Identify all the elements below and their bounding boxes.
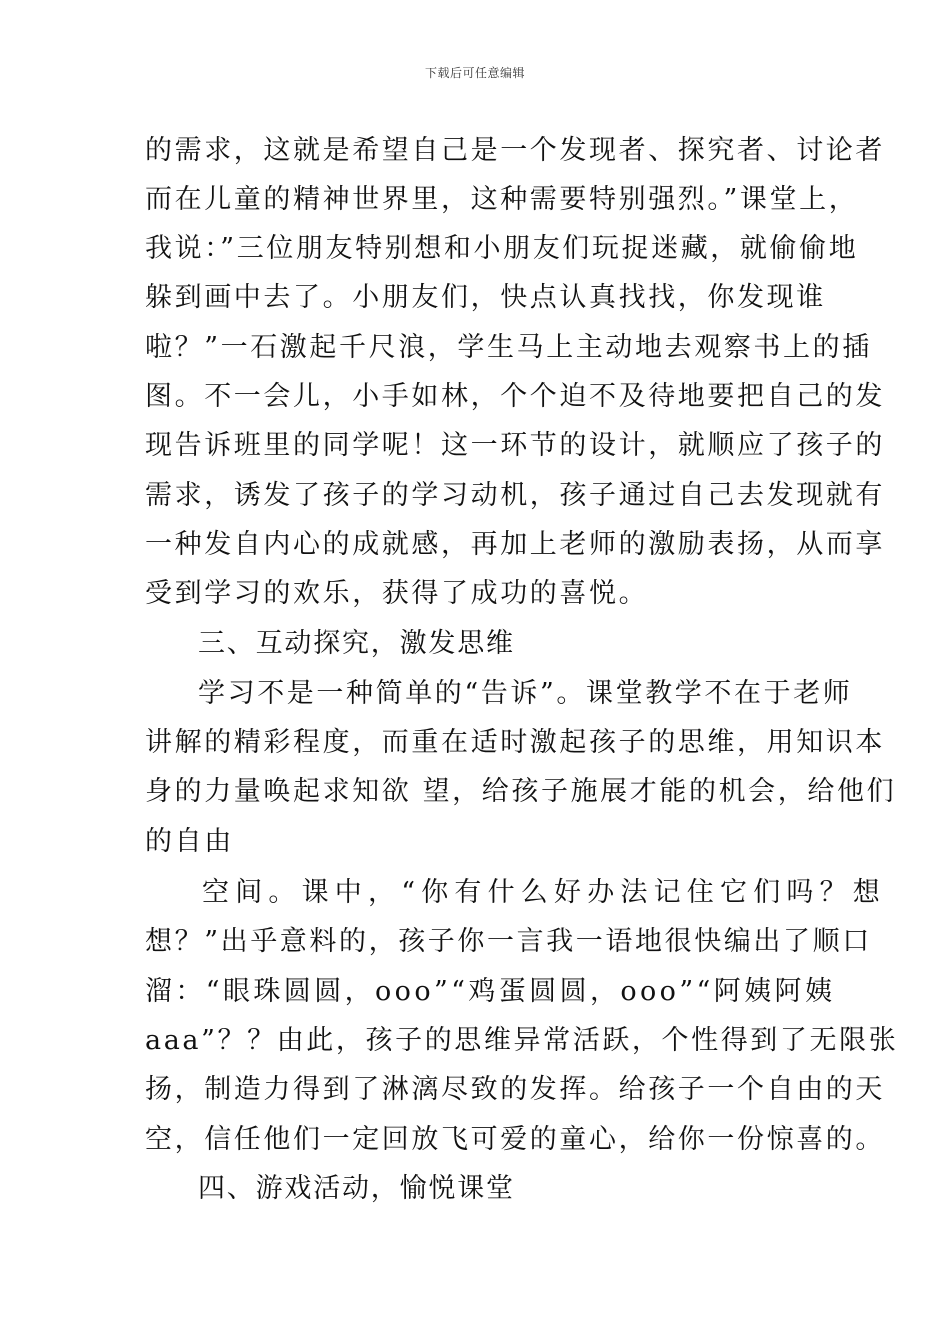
body-line: 溜：“眼珠圆圆，ooo”“鸡蛋圆圆，ooo”“阿姨阿姨 — [145, 976, 836, 1007]
body-line: 空间。课中，“你有什么好办法记住它们吗？想 — [202, 877, 887, 908]
page-header: 下载后可任意编辑 — [424, 66, 525, 80]
body-line: 图。不一会儿，小手如林，个个迫不及待地要把自己的发 — [145, 381, 885, 412]
body-line: 现告诉班里的同学呢！这一环节的设计，就顺应了孩子的 — [145, 430, 885, 461]
body-line: 一种发自内心的成就感，再加上老师的激励表扬，从而享 — [145, 529, 885, 560]
body-line: 啦？”一石激起千尺浪，学生马上主动地去观察书上的插 — [145, 332, 872, 363]
body-line: 空，信任他们一定回放飞可爱的童心，给你一份惊喜的。 — [145, 1124, 885, 1155]
section-heading: 四、游戏活动，愉悦课堂 — [198, 1173, 515, 1204]
body-line: 躲到画中去了。小朋友们，快点认真找找，你发现谁 — [145, 282, 826, 313]
body-line: 我说：”三位朋友特别想和小朋友们玩捉迷藏，就偷偷地 — [145, 233, 859, 264]
body-line: 扬，制造力得到了淋漓尽致的发挥。给孩子一个自由的天 — [145, 1074, 885, 1105]
body-line: 需求，诱发了孩子的学习动机，孩子通过自己去发现就有 — [145, 480, 885, 511]
section-heading: 三、互动探究，激发思维 — [198, 628, 515, 659]
body-line: 身的力量唤起求知欲 望，给孩子施展才能的机会，给他们 — [145, 776, 897, 807]
body-line: 想？”出乎意料的，孩子你一言我一语地很快编出了顺口 — [145, 926, 872, 957]
body-line: 学习不是一种简单的“告诉”。课堂教学不在于老师 — [198, 678, 853, 709]
body-line: 的自由 — [145, 826, 234, 857]
body-line: aaa”？？由此，孩子的思维异常活跃，个性得到了无限张 — [145, 1025, 899, 1056]
body-line: 讲解的精彩程度，而重在适时激起孩子的思维，用知识本 — [145, 727, 885, 758]
body-line: 的需求，这就是希望自己是一个发现者、探究者、讨论者 — [145, 135, 885, 166]
body-line: 受到学习的欢乐，获得了成功的喜悦。 — [145, 578, 649, 609]
body-line: 而在儿童的精神世界里，这种需要特别强烈。”课堂上， — [145, 184, 859, 215]
